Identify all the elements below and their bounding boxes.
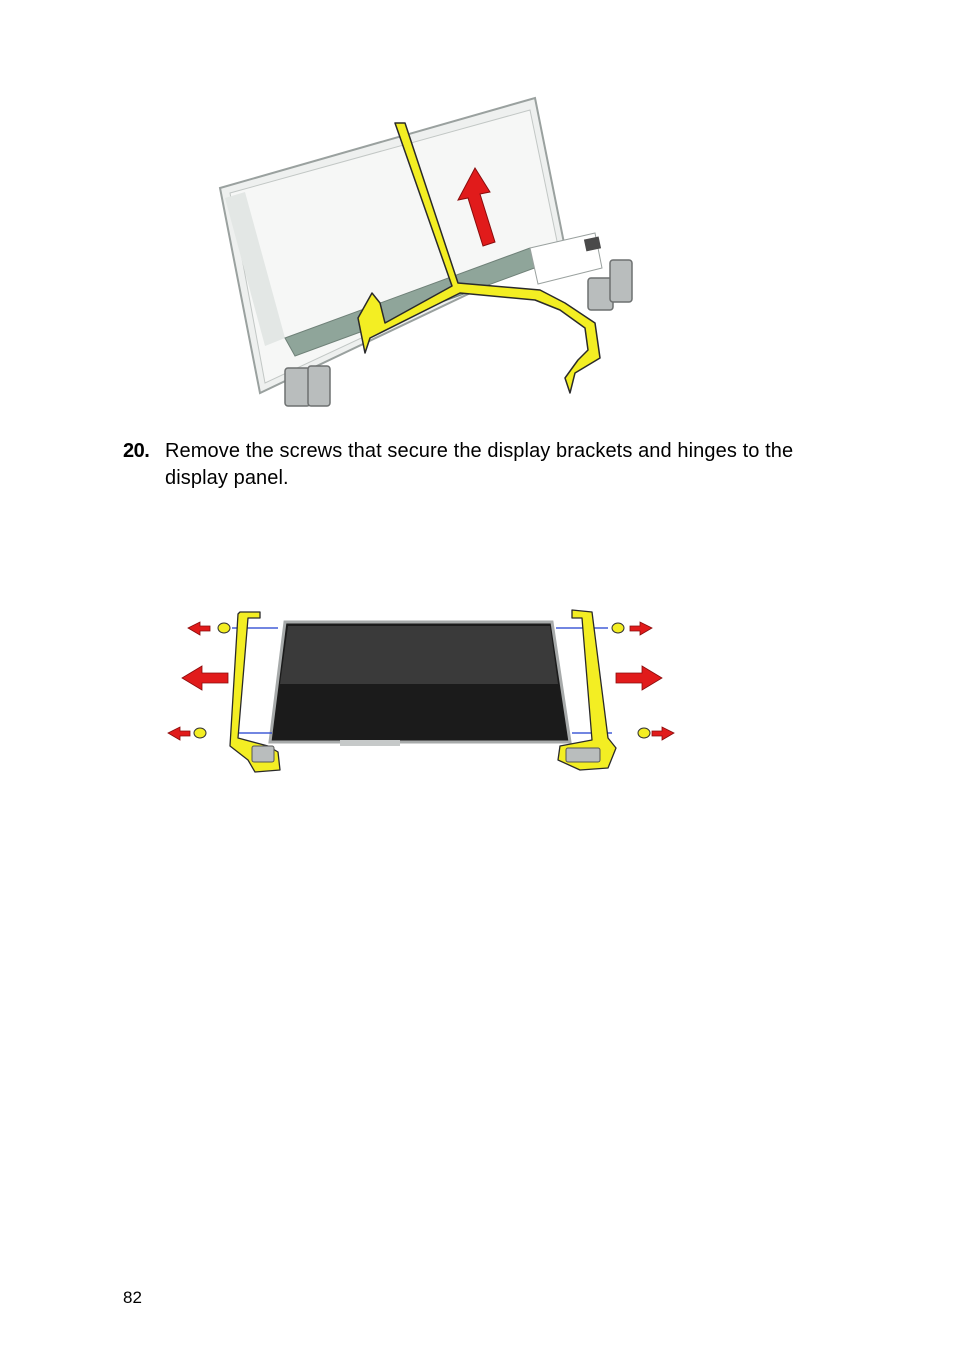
left-hinge-icon	[285, 366, 330, 406]
right-bracket-highlight	[558, 610, 616, 770]
screen-reflection	[280, 626, 558, 684]
display-brackets-removal-figure	[160, 600, 690, 785]
arrow-left-large-icon	[182, 666, 228, 690]
screw-bottom-right-icon	[638, 728, 650, 738]
right-hinge-icon	[566, 748, 600, 762]
arrow-right-large-icon	[616, 666, 662, 690]
display-cable-removal-figure	[190, 88, 670, 418]
panel-inner	[230, 110, 558, 383]
page-number: 82	[123, 1288, 142, 1307]
screw-top-left-icon	[218, 623, 230, 633]
arrow-left-small-icon	[188, 622, 210, 635]
screw-bottom-left-icon	[194, 728, 206, 738]
left-hinge-icon	[252, 746, 274, 762]
step-number: 20.	[123, 440, 150, 462]
arrow-right-small-bottom-icon	[652, 727, 674, 740]
arrow-right-small-icon	[630, 622, 652, 635]
step-text: Remove the screws that secure the display brackets and hinges to the display panel.	[165, 440, 794, 489]
arrow-left-small-bottom-icon	[168, 727, 190, 740]
screw-top-right-icon	[612, 623, 624, 633]
panel-bottom-tab	[340, 740, 400, 746]
